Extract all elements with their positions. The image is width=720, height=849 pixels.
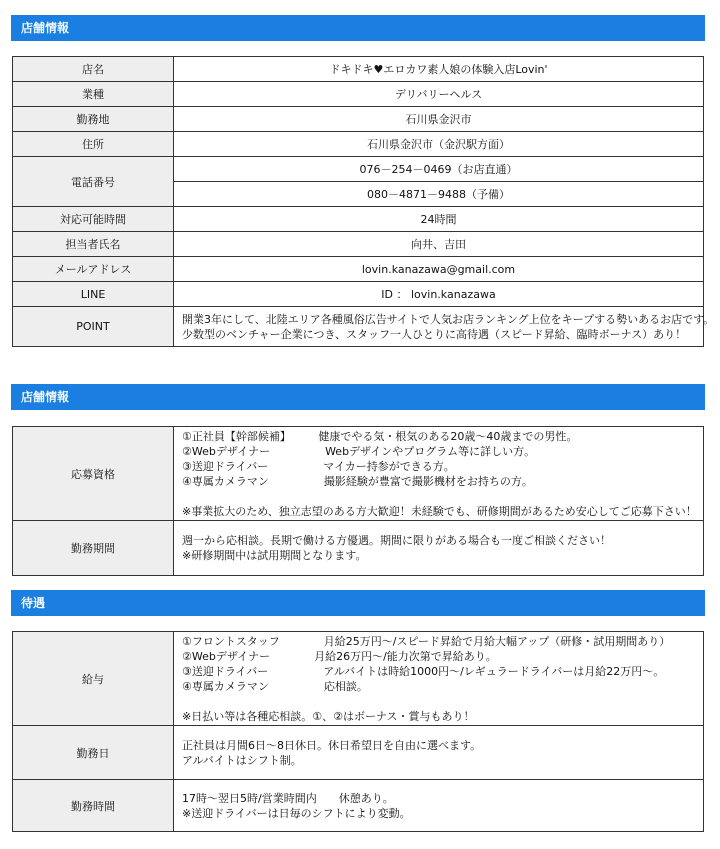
store-info-table xyxy=(12,56,715,347)
work-days-text: 正社員は月間6日～8日休日。休日希望日を自由に選べます。 アルバイトはシフト制。 xyxy=(174,726,704,780)
row-label: メールアドレス xyxy=(13,257,174,282)
section-store-info xyxy=(11,15,715,347)
point-text: 開業3年にして、北陸エリア各種風俗広告サイトで人気お店ランキング上位をキープする勢いあるお店です。 少数型のベンチャー企業につき、スタッフ一人ひとりに高待遇（スピード昇給、臨時ボーナス）あり！ xyxy=(174,307,704,347)
row-label: 店名 xyxy=(13,57,174,82)
table-row xyxy=(13,207,704,232)
row-label: 勤務時間 xyxy=(13,780,174,832)
table-row xyxy=(13,57,704,82)
business-type: デリバリーヘルス xyxy=(174,82,704,107)
section-title: 店舗情報 xyxy=(11,15,705,41)
section-treatment xyxy=(11,590,705,832)
requirements-table xyxy=(12,426,704,576)
table-row xyxy=(13,232,704,257)
email-address[interactable]: lovin.kanazawa@gmail.com xyxy=(174,257,704,282)
table-row xyxy=(13,107,704,132)
table-row xyxy=(13,157,704,182)
qualification-text: ①正社員【幹部候補】 健康でやる気・根気のある20歳～40歳までの男性。 ②Webデザイナー Webデザインやプログラム等に詳しい方。 ③送迎ドライバー マイカー持参ができる方。 ④専属カメラマン 撮影経験が豊富で撮影機材をお持ちの方。 ※事業拡大のため、独立志望のある方大歓迎！未経験でも、研修期間があるため安心してご応募下さい！ xyxy=(174,427,704,521)
work-location: 石川県金沢市 xyxy=(174,107,704,132)
row-label: 勤務地 xyxy=(13,107,174,132)
row-label: 勤務期間 xyxy=(13,521,174,576)
table-row xyxy=(13,132,704,157)
phone-main: 076－254－0469（お店直通） xyxy=(174,157,704,182)
table-row xyxy=(13,726,704,780)
row-label: 勤務日 xyxy=(13,726,174,780)
row-label: 応募資格 xyxy=(13,427,174,521)
available-hours: 24時間 xyxy=(174,207,704,232)
table-row xyxy=(13,632,704,726)
table-row xyxy=(13,82,704,107)
phone-backup: 080－4871－9488（予備） xyxy=(174,182,704,207)
store-name: ドキドキ♥エロカワ素人娘の体験入店Lovin' xyxy=(174,57,704,82)
section-requirements xyxy=(11,384,705,576)
section-title: 店舗情報 xyxy=(11,384,705,410)
row-label: 電話番号 xyxy=(13,157,174,207)
table-row xyxy=(13,521,704,576)
contact-person: 向井、吉田 xyxy=(174,232,704,257)
work-hours-text: 17時～翌日5時/営業時間内 休憩あり。 ※送迎ドライバーは日毎のシフトにより変動。 xyxy=(174,780,704,832)
table-row xyxy=(13,257,704,282)
salary-text: ①フロントスタッフ 月給25万円～/スピード昇給で月給大幅アップ（研修・試用期間あり） ②Webデザイナー 月給26万円～/能力次第で昇給あり。 ③送迎ドライバー アルバイトは時給1000円～/レギュラードライバーは月給22万円～。 ④専属カメラマン 応相談。 ※日払い等は各種応相談。①、②はボーナス・賞与もあり！ xyxy=(174,632,704,726)
table-row xyxy=(13,282,704,307)
row-label: 給与 xyxy=(13,632,174,726)
section-title: 待遇 xyxy=(11,590,705,616)
treatment-table xyxy=(12,631,704,832)
work-period-text: 週一から応相談。長期で働ける方優遇。期間に限りがある場合も一度ご相談ください！ ※研修期間中は試用期間となります。 xyxy=(174,521,704,576)
address: 石川県金沢市（金沢駅方面） xyxy=(174,132,704,157)
table-row xyxy=(13,780,704,832)
line-id: ID ： lovin.kanazawa xyxy=(174,282,704,307)
table-row xyxy=(13,427,704,521)
row-label: 住所 xyxy=(13,132,174,157)
row-label: 担当者氏名 xyxy=(13,232,174,257)
table-row xyxy=(13,307,704,347)
row-label: POINT xyxy=(13,307,174,347)
row-label: 対応可能時間 xyxy=(13,207,174,232)
row-label: LINE xyxy=(13,282,174,307)
row-label: 業種 xyxy=(13,82,174,107)
